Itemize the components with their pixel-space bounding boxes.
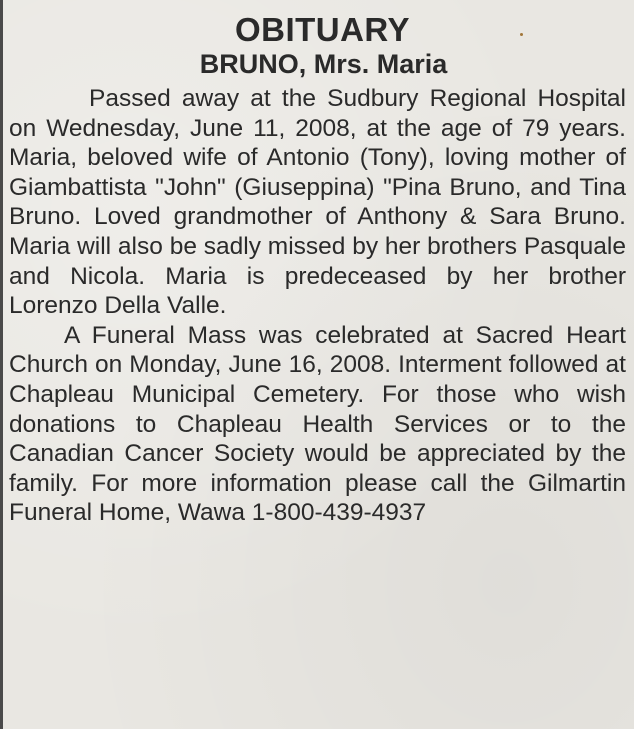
paper-speck	[520, 33, 523, 36]
obituary-paragraph-2: A Funeral Mass was celebrated at Sacred Heart Church on Monday, June 16, 2008. Interment followed at Chapleau Municipal Cemetery. For those who wish donations to Chapleau Health Services or to the Canadian Cancer Society would be appreciated by the family. For more information please call the Gilmartin Funeral Home, Wawa 1-800-439-4937	[9, 321, 626, 527]
obituary-heading: OBITUARY	[234, 11, 411, 48]
obituary-paragraph-1: Passed away at the Sudbury Regional Hospital on Wednesday, June 11, 2008, at the age of 79 years. Maria, beloved wife of Antonio (Tony), loving mother of Giambattista "John" (Giuseppina) "Pina Bruno, and Tina Bruno. Loved grandmother of Anthony & Sara Bruno. Maria will also be sadly missed by her brothers Pasquale and Nicola. Maria is predeceased by her brother Lorenzo Della Valle.	[9, 85, 626, 320]
deceased-name: BRUNO, Mrs. Maria	[199, 49, 448, 79]
obituary-body	[9, 84, 628, 528]
